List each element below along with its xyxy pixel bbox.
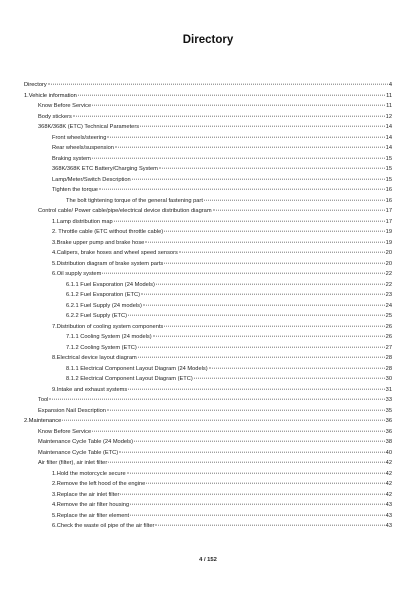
dot-leader	[73, 115, 385, 116]
toc-entry-page: 22	[385, 281, 392, 288]
toc-entry[interactable]	[24, 490, 392, 501]
toc-entry-label: 7.1.2 Cooling System (ETC)	[66, 344, 137, 351]
dot-leader	[62, 420, 384, 421]
toc-entry[interactable]	[24, 259, 392, 270]
toc-entry-label: Know Before Service	[38, 428, 92, 435]
dot-leader	[107, 409, 385, 410]
toc-entry[interactable]	[24, 133, 392, 144]
toc-entry-page: 30	[385, 376, 392, 382]
toc-entry[interactable]	[24, 101, 392, 112]
toc-entry-page: 26	[385, 323, 392, 330]
toc-entry-label: 4.Remove the air filter housing	[52, 502, 130, 508]
dot-leader	[78, 94, 385, 95]
toc-entry[interactable]	[24, 416, 392, 427]
dot-leader	[153, 336, 385, 337]
dot-leader	[108, 462, 384, 463]
toc-entry[interactable]	[24, 154, 392, 165]
dot-leader	[209, 367, 385, 368]
toc-entry-page: 42	[385, 491, 392, 498]
toc-entry[interactable]	[24, 343, 392, 354]
toc-entry-label: 8.1.1 Electrical Component Layout Diagram (24 Models)	[66, 365, 208, 372]
toc-entry-page: 14	[385, 145, 392, 151]
toc-entry[interactable]	[24, 206, 392, 217]
toc-entry-page: 14	[385, 134, 392, 141]
toc-entry-page: 25	[385, 313, 392, 319]
toc-entry[interactable]	[24, 479, 392, 490]
toc-entry-page: 22	[385, 271, 392, 277]
toc-entry[interactable]	[24, 280, 392, 291]
dot-leader	[128, 315, 385, 316]
toc-entry-label: 6.2.1 Fuel Supply (24 models)	[66, 302, 142, 309]
toc-entry[interactable]	[24, 143, 392, 154]
toc-entry[interactable]	[24, 521, 392, 532]
toc-entry-label: 6.1.1 Fuel Evaporation (24 Models)	[66, 281, 155, 288]
toc-entry-page: 15	[385, 166, 392, 172]
page-number: 4 / 152	[199, 557, 217, 563]
toc-entry-label: Body stickers	[38, 113, 72, 120]
toc-entry-label: 1.Hold the motorcycle secure	[52, 470, 126, 477]
toc-entry-page: 16	[385, 187, 392, 193]
toc-entry[interactable]	[24, 332, 392, 343]
toc-entry[interactable]	[24, 185, 392, 196]
toc-entry-label: 368K/368K ETC Battery/Charging System	[52, 166, 158, 172]
toc-entry[interactable]	[24, 322, 392, 333]
toc-entry[interactable]	[24, 406, 392, 417]
toc-entry[interactable]	[24, 385, 392, 396]
toc-entry-page: 4	[388, 82, 392, 88]
toc-entry[interactable]	[24, 248, 392, 259]
toc-entry[interactable]	[24, 374, 392, 385]
dot-leader	[155, 525, 384, 526]
toc-entry-page: 43	[385, 502, 392, 508]
table-of-contents	[24, 80, 392, 532]
toc-entry-label: 3.Brake upper pump and brake hose	[52, 239, 145, 246]
toc-entry-label: The bolt tightening torque of the general fastening part	[66, 197, 203, 204]
toc-entry-page: 28	[385, 355, 392, 361]
dot-leader	[164, 262, 384, 263]
toc-entry-page: 42	[385, 470, 392, 477]
toc-entry-page: 27	[385, 344, 392, 351]
toc-entry-label: Braking system	[52, 155, 91, 162]
toc-entry[interactable]	[24, 458, 392, 469]
toc-entry-page: 20	[385, 260, 392, 267]
toc-entry-page: 14	[385, 124, 392, 130]
toc-entry-label: 7.Distribution of cooling system components	[52, 323, 164, 330]
toc-entry-label: 2.Remove the left hood of the engine	[52, 481, 146, 487]
toc-entry-label: Maintenance Cycle Table (24 Models)	[38, 439, 134, 445]
toc-entry-label: 6.2.2 Fuel Supply (ETC)	[66, 313, 128, 319]
toc-entry-label: 9.Intake and exhaust systems	[52, 386, 128, 393]
dot-leader	[49, 399, 384, 400]
dot-leader	[115, 147, 385, 148]
toc-entry-label: 368K/368K (ETC) Technical Parameters	[38, 124, 140, 130]
toc-entry-page: 43	[385, 512, 392, 519]
dot-leader	[141, 294, 385, 295]
toc-entry-page: 11	[386, 103, 392, 109]
dot-leader	[164, 231, 385, 232]
page-title: Directory	[182, 34, 234, 46]
dot-leader	[156, 283, 385, 284]
toc-entry-label: Tool	[38, 397, 49, 403]
dot-leader	[134, 441, 385, 442]
toc-entry[interactable]	[24, 448, 392, 459]
toc-entry-page: 42	[385, 460, 392, 466]
toc-entry[interactable]	[24, 469, 392, 480]
toc-entry-label: 6.Oil supply system	[52, 271, 102, 277]
toc-entry-page: 17	[385, 208, 392, 214]
toc-entry-label: 8.1.2 Electrical Component Layout Diagram (ETC)	[66, 376, 193, 382]
dot-leader	[138, 346, 385, 347]
toc-entry-page: 28	[385, 365, 392, 372]
toc-entry-page: 33	[385, 397, 392, 403]
toc-entry-page: 11	[386, 92, 392, 99]
dot-leader	[143, 304, 385, 305]
dot-leader	[213, 210, 385, 211]
dot-leader	[102, 273, 384, 274]
toc-entry-label: Control cable/ Power cable/pipe/electrical device distribution diagram	[38, 208, 212, 214]
dot-leader	[130, 504, 385, 505]
toc-entry[interactable]	[24, 311, 392, 322]
toc-entry-page: 20	[385, 250, 392, 256]
toc-entry[interactable]	[24, 290, 392, 301]
toc-entry-page: 15	[385, 155, 392, 162]
toc-entry-label: 6.1.2 Fuel Evaporation (ETC)	[66, 292, 140, 298]
dot-leader	[92, 430, 385, 431]
toc-entry-page: 23	[385, 292, 392, 298]
toc-entry-page: 19	[385, 239, 392, 246]
toc-entry-page: 16	[385, 197, 392, 204]
dot-leader	[107, 136, 384, 137]
toc-entry[interactable]	[24, 122, 392, 133]
toc-entry-label: 8.Electrical device layout diagram	[52, 355, 137, 361]
dot-leader	[145, 241, 384, 242]
dot-leader	[127, 472, 385, 473]
dot-leader	[119, 451, 384, 452]
toc-entry-label: 2. Throttle cable (ETC without throttle cable)	[52, 229, 164, 235]
toc-entry[interactable]	[24, 353, 392, 364]
toc-entry[interactable]	[24, 364, 392, 375]
dot-leader	[48, 84, 388, 85]
dot-leader	[164, 325, 384, 326]
toc-entry-page: 36	[385, 418, 392, 424]
toc-entry[interactable]	[24, 238, 392, 249]
toc-entry-label: 6.Check the waste oil pipe of the air filter	[52, 523, 155, 529]
toc-entry-page: 12	[385, 113, 392, 120]
toc-entry-page: 31	[385, 386, 392, 393]
toc-entry-page: 15	[385, 176, 392, 183]
dot-leader	[99, 189, 385, 190]
toc-entry[interactable]	[24, 196, 392, 207]
dot-leader	[194, 378, 385, 379]
toc-entry-label: Rear wheels/suspension	[52, 145, 114, 151]
dot-leader	[204, 199, 385, 200]
toc-entry[interactable]	[24, 175, 392, 186]
toc-entry-label: 7.1.1 Cooling System (24 models)	[66, 334, 152, 340]
toc-entry-label: 5.Distribution diagram of brake system parts	[52, 260, 164, 267]
toc-entry[interactable]	[24, 227, 392, 238]
dot-leader	[132, 178, 385, 179]
toc-entry[interactable]	[24, 500, 392, 511]
toc-entry[interactable]	[24, 395, 392, 406]
toc-entry-label: 2.Maintenance	[24, 418, 62, 424]
toc-entry-label: Directory	[24, 82, 47, 88]
toc-entry[interactable]	[24, 80, 392, 91]
toc-entry-page: 24	[385, 302, 392, 309]
toc-entry[interactable]	[24, 437, 392, 448]
toc-entry-page: 19	[385, 229, 392, 235]
toc-entry-page: 38	[385, 439, 392, 445]
dot-leader	[114, 220, 385, 221]
toc-entry[interactable]	[24, 511, 392, 522]
toc-entry-page: 43	[385, 523, 392, 529]
dot-leader	[159, 168, 385, 169]
toc-entry[interactable]	[24, 217, 392, 228]
dot-leader	[138, 357, 385, 358]
toc-entry-label: 5.Replace the air filter element	[52, 512, 130, 519]
toc-entry-label: Front wheels/steering	[52, 134, 107, 141]
toc-entry[interactable]	[24, 269, 392, 280]
toc-entry[interactable]	[24, 427, 392, 438]
toc-entry-label: 3.Replace the air inlet filter	[52, 491, 120, 498]
toc-entry-page: 40	[385, 449, 392, 456]
dot-leader	[92, 105, 385, 106]
toc-entry[interactable]	[24, 164, 392, 175]
toc-entry-label: 4.Calipers, brake hoses and wheel speed sensors	[52, 250, 178, 256]
toc-entry[interactable]	[24, 112, 392, 123]
toc-entry-label: Maintenance Cycle Table (ETC)	[38, 449, 119, 456]
toc-entry[interactable]	[24, 91, 392, 102]
dot-leader	[179, 252, 385, 253]
dot-leader	[120, 493, 384, 494]
toc-entry-label: Tighten the torque	[52, 187, 98, 193]
toc-entry[interactable]	[24, 301, 392, 312]
toc-entry-label: 1.Lamp distribution map	[52, 218, 113, 225]
dot-leader	[130, 514, 385, 515]
toc-entry-label: Air filter (filter), air inlet filter	[38, 460, 108, 466]
toc-entry-label: Lamp/Meter/Switch Description	[52, 176, 131, 183]
toc-entry-page: 42	[385, 481, 392, 487]
dot-leader	[92, 157, 385, 158]
toc-entry-page: 35	[385, 407, 392, 414]
toc-entry-page: 36	[385, 428, 392, 435]
toc-entry-label: 1.Vehicle information	[24, 92, 77, 99]
toc-entry-page: 26	[385, 334, 392, 340]
dot-leader	[128, 388, 384, 389]
toc-entry-page: 17	[385, 218, 392, 225]
toc-entry-label: Expansion Nail Description	[38, 407, 106, 414]
dot-leader	[140, 126, 385, 127]
dot-leader	[146, 483, 384, 484]
toc-entry-label: Know Before Service	[38, 103, 92, 109]
